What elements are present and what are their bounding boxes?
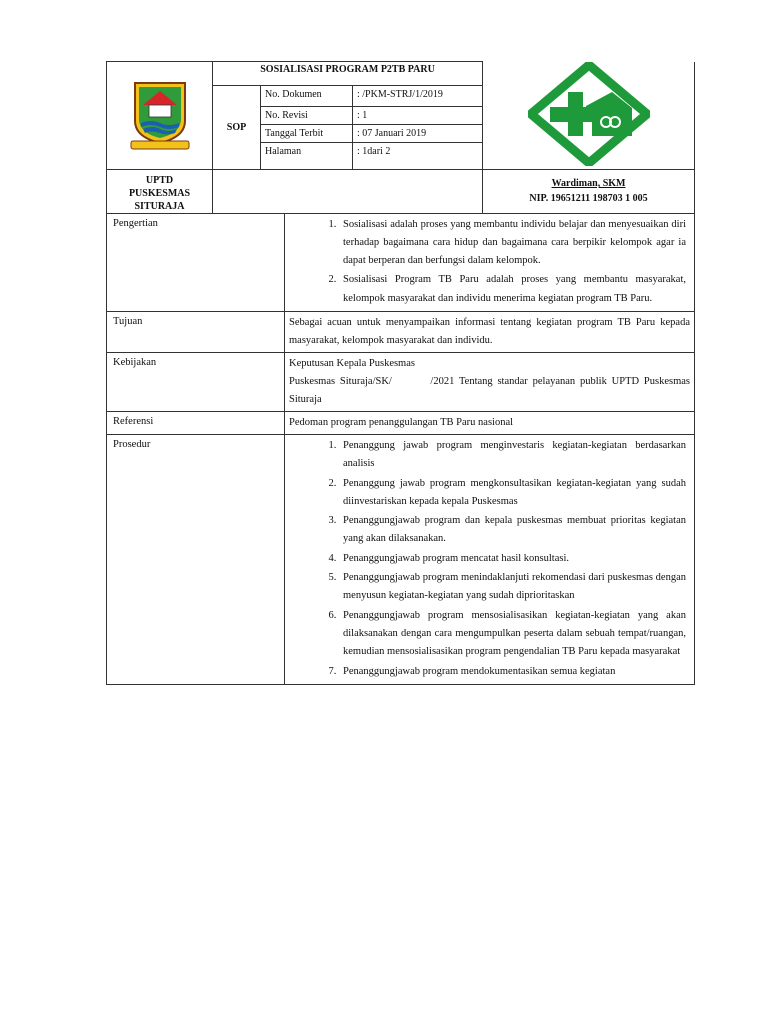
list-item: 2. Penanggung jawab program mengkonsultasikan kegiatan-kegiatan yang sudah diinvestariskan kepada kepala Puskesmas xyxy=(339,475,686,512)
list-item: 5. Penanggungjawab program menindaklanjuti rekomendasi dari puskesmas dengan menyusun kegiatan-kegiatan yang sudah diprioritaskan xyxy=(339,569,686,606)
label-tujuan: Tujuan xyxy=(107,311,285,352)
prosedur-list xyxy=(289,437,690,681)
label-referensi: Referensi xyxy=(107,411,285,434)
list-item: 2. Sosialisasi Program TB Paru adalah proses yang membantu masyarakat, kelompok masyarakat dan individu menerima kegiatan program TB Paru. xyxy=(339,271,686,308)
org-line-3: SITURAJA xyxy=(134,200,185,212)
content-tujuan: Sebagai acuan untuk menyampaikan informasi tentang kegiatan program TB Paru kepada masyarakat, kelompok masyarakat dan individu. xyxy=(285,311,695,352)
label-pengertian: Pengertian xyxy=(107,213,285,311)
kebijakan-line-2: Puskesmas Situraja/SK/ /2021 Tentang standar pelayanan publik UPTD Puskesmas Situraja xyxy=(289,375,693,405)
content-kebijakan xyxy=(285,352,695,411)
header-table xyxy=(106,61,695,214)
regency-logo-cell xyxy=(107,62,213,170)
list-item: 7. Penanggungjawab program mendokumentasikan semua kegiatan xyxy=(339,663,686,681)
org-line-1: UPTD xyxy=(145,174,174,186)
content-table xyxy=(106,213,695,685)
meta-value-halaman: : 1dari 2 xyxy=(353,142,483,169)
list-item: 3. Penanggungjawab program dan kepala puskesmas membuat prioritas kegiatan yang akan dilaksanakan. xyxy=(339,512,686,549)
signature-block xyxy=(483,169,695,213)
signer-name: Wardiman, SKM xyxy=(551,178,626,189)
meta-label-halaman: Halaman xyxy=(261,142,353,169)
row-prosedur xyxy=(107,434,695,684)
content-pengertian xyxy=(285,213,695,311)
pengertian-list xyxy=(289,216,690,308)
row-pengertian xyxy=(107,213,695,311)
row-kebijakan xyxy=(107,352,695,411)
meta-label-doc: No. Dokumen xyxy=(261,86,353,107)
label-prosedur: Prosedur xyxy=(107,434,285,684)
list-item: 4. Penanggungjawab program mencatat hasil konsultasi. xyxy=(339,550,686,568)
content-prosedur xyxy=(285,434,695,684)
puskesmas-logo-cell xyxy=(483,62,695,170)
sop-label: SOP xyxy=(213,86,261,170)
content-referensi: Pedoman program penanggulangan TB Paru nasional xyxy=(285,411,695,434)
list-item: 6. Penanggungjawab program mensosialisasikan kegiatan-kegiatan yang akan dilaksanakan dengan cara mengumpulkan peserta dalam sebuah tempat/ruangan, kemudian mensosialisasikan program pengendalian TB Paru kepada masyarakat xyxy=(339,607,686,662)
org-line-2: PUSKESMAS xyxy=(128,187,191,199)
meta-label-tanggal: Tanggal Terbit xyxy=(261,124,353,142)
list-item: 1. Penanggung jawab program menginvestaris kegiatan-kegiatan berdasarkan analisis xyxy=(339,437,686,474)
meta-value-tanggal: : 07 Januari 2019 xyxy=(353,124,483,142)
puskesmas-logo-icon xyxy=(528,62,650,166)
meta-label-revisi: No. Revisi xyxy=(261,106,353,124)
regency-crest-icon xyxy=(127,77,193,151)
document-title: SOSIALISASI PROGRAM P2TB PARU xyxy=(213,62,483,86)
meta-value-revisi: : 1 xyxy=(353,106,483,124)
list-item: 1. Sosialisasi adalah proses yang membantu individu belajar dan menyesuaikan diri terhadap bagaimana cara hidup dan bagaimana cara berpikir kelompok agar ia dapat berperan dan berfungsi dalam kelompok. xyxy=(339,216,686,271)
row-referensi xyxy=(107,411,695,434)
row-tujuan xyxy=(107,311,695,352)
signer-nip: NIP. 19651211 198703 1 005 xyxy=(529,193,648,204)
sop-document xyxy=(106,61,694,685)
label-kebijakan: Kebijakan xyxy=(107,352,285,411)
blank-cell xyxy=(213,169,483,213)
kebijakan-line-1: Keputusan Kepala Puskesmas xyxy=(289,357,415,369)
meta-value-doc: : /PKM-STRJ/1/2019 xyxy=(353,86,483,107)
organization-name xyxy=(107,169,213,213)
